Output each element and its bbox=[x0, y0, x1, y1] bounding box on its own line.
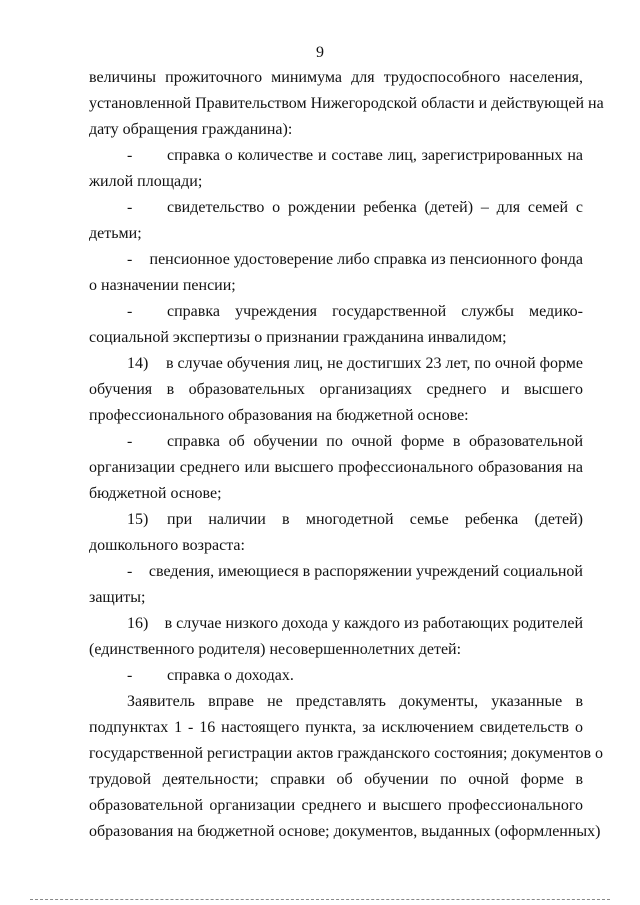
document-body bbox=[89, 65, 604, 845]
item-number: 14) bbox=[127, 355, 149, 372]
text-line: установленной Правительством Нижегородской области и действующей на bbox=[89, 95, 604, 112]
text-line: организации среднего или высшего профессионального образования на bbox=[89, 459, 583, 476]
text-line bbox=[89, 507, 583, 533]
text-line bbox=[89, 195, 583, 221]
text-line: государственной регистрации актов гражданского состояния; документов о bbox=[89, 745, 604, 762]
text-line bbox=[89, 611, 583, 637]
line-text: справка о доходах. bbox=[167, 667, 294, 684]
text-line: трудовой деятельности; справки об обучении по очной форме в bbox=[89, 771, 583, 788]
item-number: 15) bbox=[127, 511, 149, 528]
text-line: социальной экспертизы о признании гражданина инвалидом; bbox=[89, 329, 507, 346]
text-line bbox=[89, 247, 583, 273]
text-line: подпунктах 1 - 16 настоящего пункта, за исключением свидетельств о bbox=[89, 719, 583, 736]
list-bullet: - bbox=[127, 667, 133, 684]
text-line: профессионального образования на бюджетной основе: bbox=[89, 407, 469, 424]
line-text: при наличии в многодетной семье ребенка (детей) bbox=[167, 511, 583, 528]
line-text: в случае обучения лиц, не достигших 23 лет, по очной форме bbox=[165, 355, 583, 372]
text-line: о назначении пенсии; bbox=[89, 277, 236, 294]
list-bullet: - bbox=[127, 433, 133, 450]
line-text: свидетельство о рождении ребенка (детей) – для семей с bbox=[167, 199, 583, 216]
text-line: (единственного родителя) несовершеннолетних детей: bbox=[89, 641, 462, 658]
text-line bbox=[89, 299, 583, 325]
line-text: пенсионное удостоверение либо справка из пенсионного фонда bbox=[149, 251, 583, 268]
line-text: сведения, имеющиеся в распоряжении учреждений социальной bbox=[148, 563, 583, 580]
list-bullet: - bbox=[127, 563, 133, 580]
text-line: величины прожиточного минимума для трудоспособного населения, bbox=[89, 69, 583, 86]
text-line: детьми; bbox=[89, 225, 142, 242]
text-line: дошкольного возраста: bbox=[89, 537, 245, 554]
text-line bbox=[89, 143, 583, 169]
text-line: защиты; bbox=[89, 589, 146, 606]
line-text: справка учреждения государственной службы медико- bbox=[167, 303, 583, 320]
list-bullet: - bbox=[127, 147, 133, 164]
text-line: бюджетной основе; bbox=[89, 485, 222, 502]
text-line bbox=[89, 559, 583, 585]
page-number: 9 bbox=[316, 44, 324, 61]
text-line: жилой площади; bbox=[89, 173, 203, 190]
text-line bbox=[89, 429, 583, 455]
text-line: образовательной организации среднего и высшего профессионального bbox=[89, 797, 583, 814]
line-text: справка об обучении по очной форме в образовательной bbox=[167, 433, 583, 450]
list-bullet: - bbox=[127, 251, 133, 268]
text-line: дату обращения гражданина): bbox=[89, 121, 293, 138]
line-text: справка о количестве и составе лиц, зарегистрированных на bbox=[167, 147, 583, 164]
text-line bbox=[89, 663, 583, 689]
item-number: 16) bbox=[127, 615, 149, 632]
text-line bbox=[89, 351, 583, 377]
text-line: обучения в образовательных организациях среднего и высшего bbox=[89, 381, 583, 398]
text-line: образования на бюджетной основе; документов, выданных (оформленных) bbox=[89, 823, 601, 840]
list-bullet: - bbox=[127, 199, 133, 216]
list-bullet: - bbox=[127, 303, 133, 320]
bottom-rule bbox=[30, 899, 610, 900]
text-line: Заявитель вправе не представлять документы, указанные в bbox=[127, 693, 583, 710]
line-text: в случае низкого дохода у каждого из работающих родителей bbox=[164, 615, 583, 632]
